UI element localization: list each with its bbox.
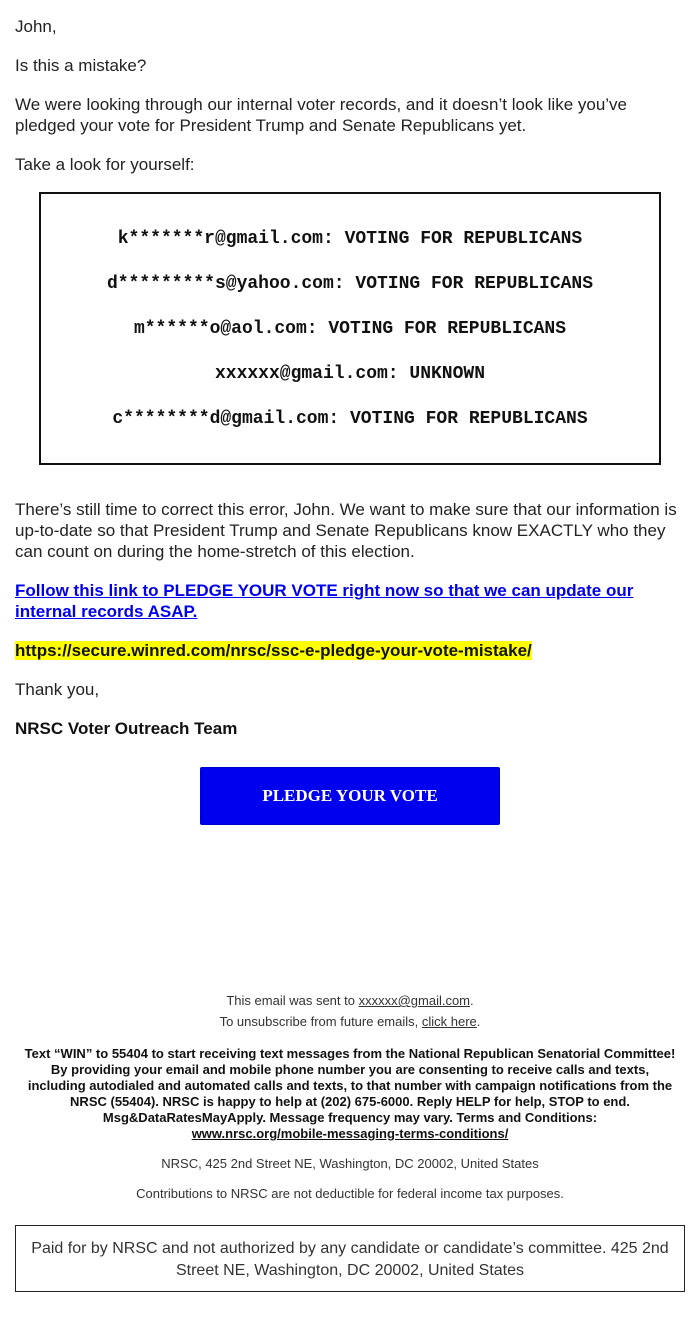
paid-for-disclaimer: Paid for by NRSC and not authorized by any candidate or candidate’s committee. 425 2nd Street NE, Washington, DC 20002, United States	[15, 1225, 685, 1292]
greeting: John,	[15, 17, 57, 36]
signature: NRSC Voter Outreach Team	[15, 719, 238, 738]
correct-error-paragraph: There’s still time to correct this error, John. We want to make sure that our information is up-to-date so that President Trump and Senate Republicans know EXACTLY who they can count on during the home-stretch of this election.	[15, 500, 677, 561]
voter-record: k*******r@gmail.com: VOTING FOR REPUBLICANS	[117, 229, 583, 249]
tax-disclaimer: Contributions to NRSC are not deductible for federal income tax purposes.	[136, 1186, 564, 1201]
pledge-your-vote-button[interactable]: PLEDGE YOUR VOTE	[200, 767, 500, 825]
sms-disclaimer: Text “WIN” to 55404 to start receiving text messages from the National Republican Senatorial Committee! By providing your email and mobile phone number you are consenting to receive calls and texts, including autodialed and automated calls and texts, to that number with campaign notifications from the NRSC (55404). NRSC is happy to help at (202) 675-6000. Reply HELP for help, STOP to end. Msg&DataRatesMayApply. Message frequency may vary. Terms and Conditions: www.nrsc.org/mobile-messaging-terms-conditions/	[24, 1046, 676, 1141]
opening-question: Is this a mistake?	[15, 56, 147, 75]
pledge-url-line	[15, 640, 680, 661]
recipient-email-link[interactable]: xxxxxx@gmail.com	[358, 993, 471, 1008]
terms-link[interactable]: www.nrsc.org/mobile-messaging-terms-conditions/	[191, 1126, 509, 1141]
sign-off: Thank you,	[15, 680, 100, 699]
voter-record: xxxxxx@gmail.com: UNKNOWN	[214, 364, 486, 384]
pledge-url[interactable]: https://secure.winred.com/nrsc/ssc-e-pledge-your-vote-mistake/	[15, 641, 532, 660]
voter-records-box	[39, 192, 661, 465]
unsubscribe-line: To unsubscribe from future emails, click here.	[219, 1014, 481, 1029]
pledge-link[interactable]: Follow this link to PLEDGE YOUR VOTE right now so that we can update our internal records ASAP.	[15, 581, 634, 621]
sent-to-line: This email was sent to xxxxxx@gmail.com.	[226, 993, 474, 1008]
voter-record: c********d@gmail.com: VOTING FOR REPUBLICANS	[112, 409, 588, 429]
voter-record: m******o@aol.com: VOTING FOR REPUBLICANS	[133, 319, 567, 339]
unsubscribe-link[interactable]: click here	[421, 1014, 477, 1029]
voter-record: d*********s@yahoo.com: VOTING FOR REPUBLICANS	[106, 274, 594, 294]
look-prompt: Take a look for yourself:	[15, 155, 195, 174]
mailing-address: NRSC, 425 2nd Street NE, Washington, DC 20002, United States	[161, 1156, 539, 1171]
intro-paragraph: We were looking through our internal voter records, and it doesn’t look like you’ve pledged your vote for President Trump and Senate Republicans yet.	[15, 95, 628, 135]
